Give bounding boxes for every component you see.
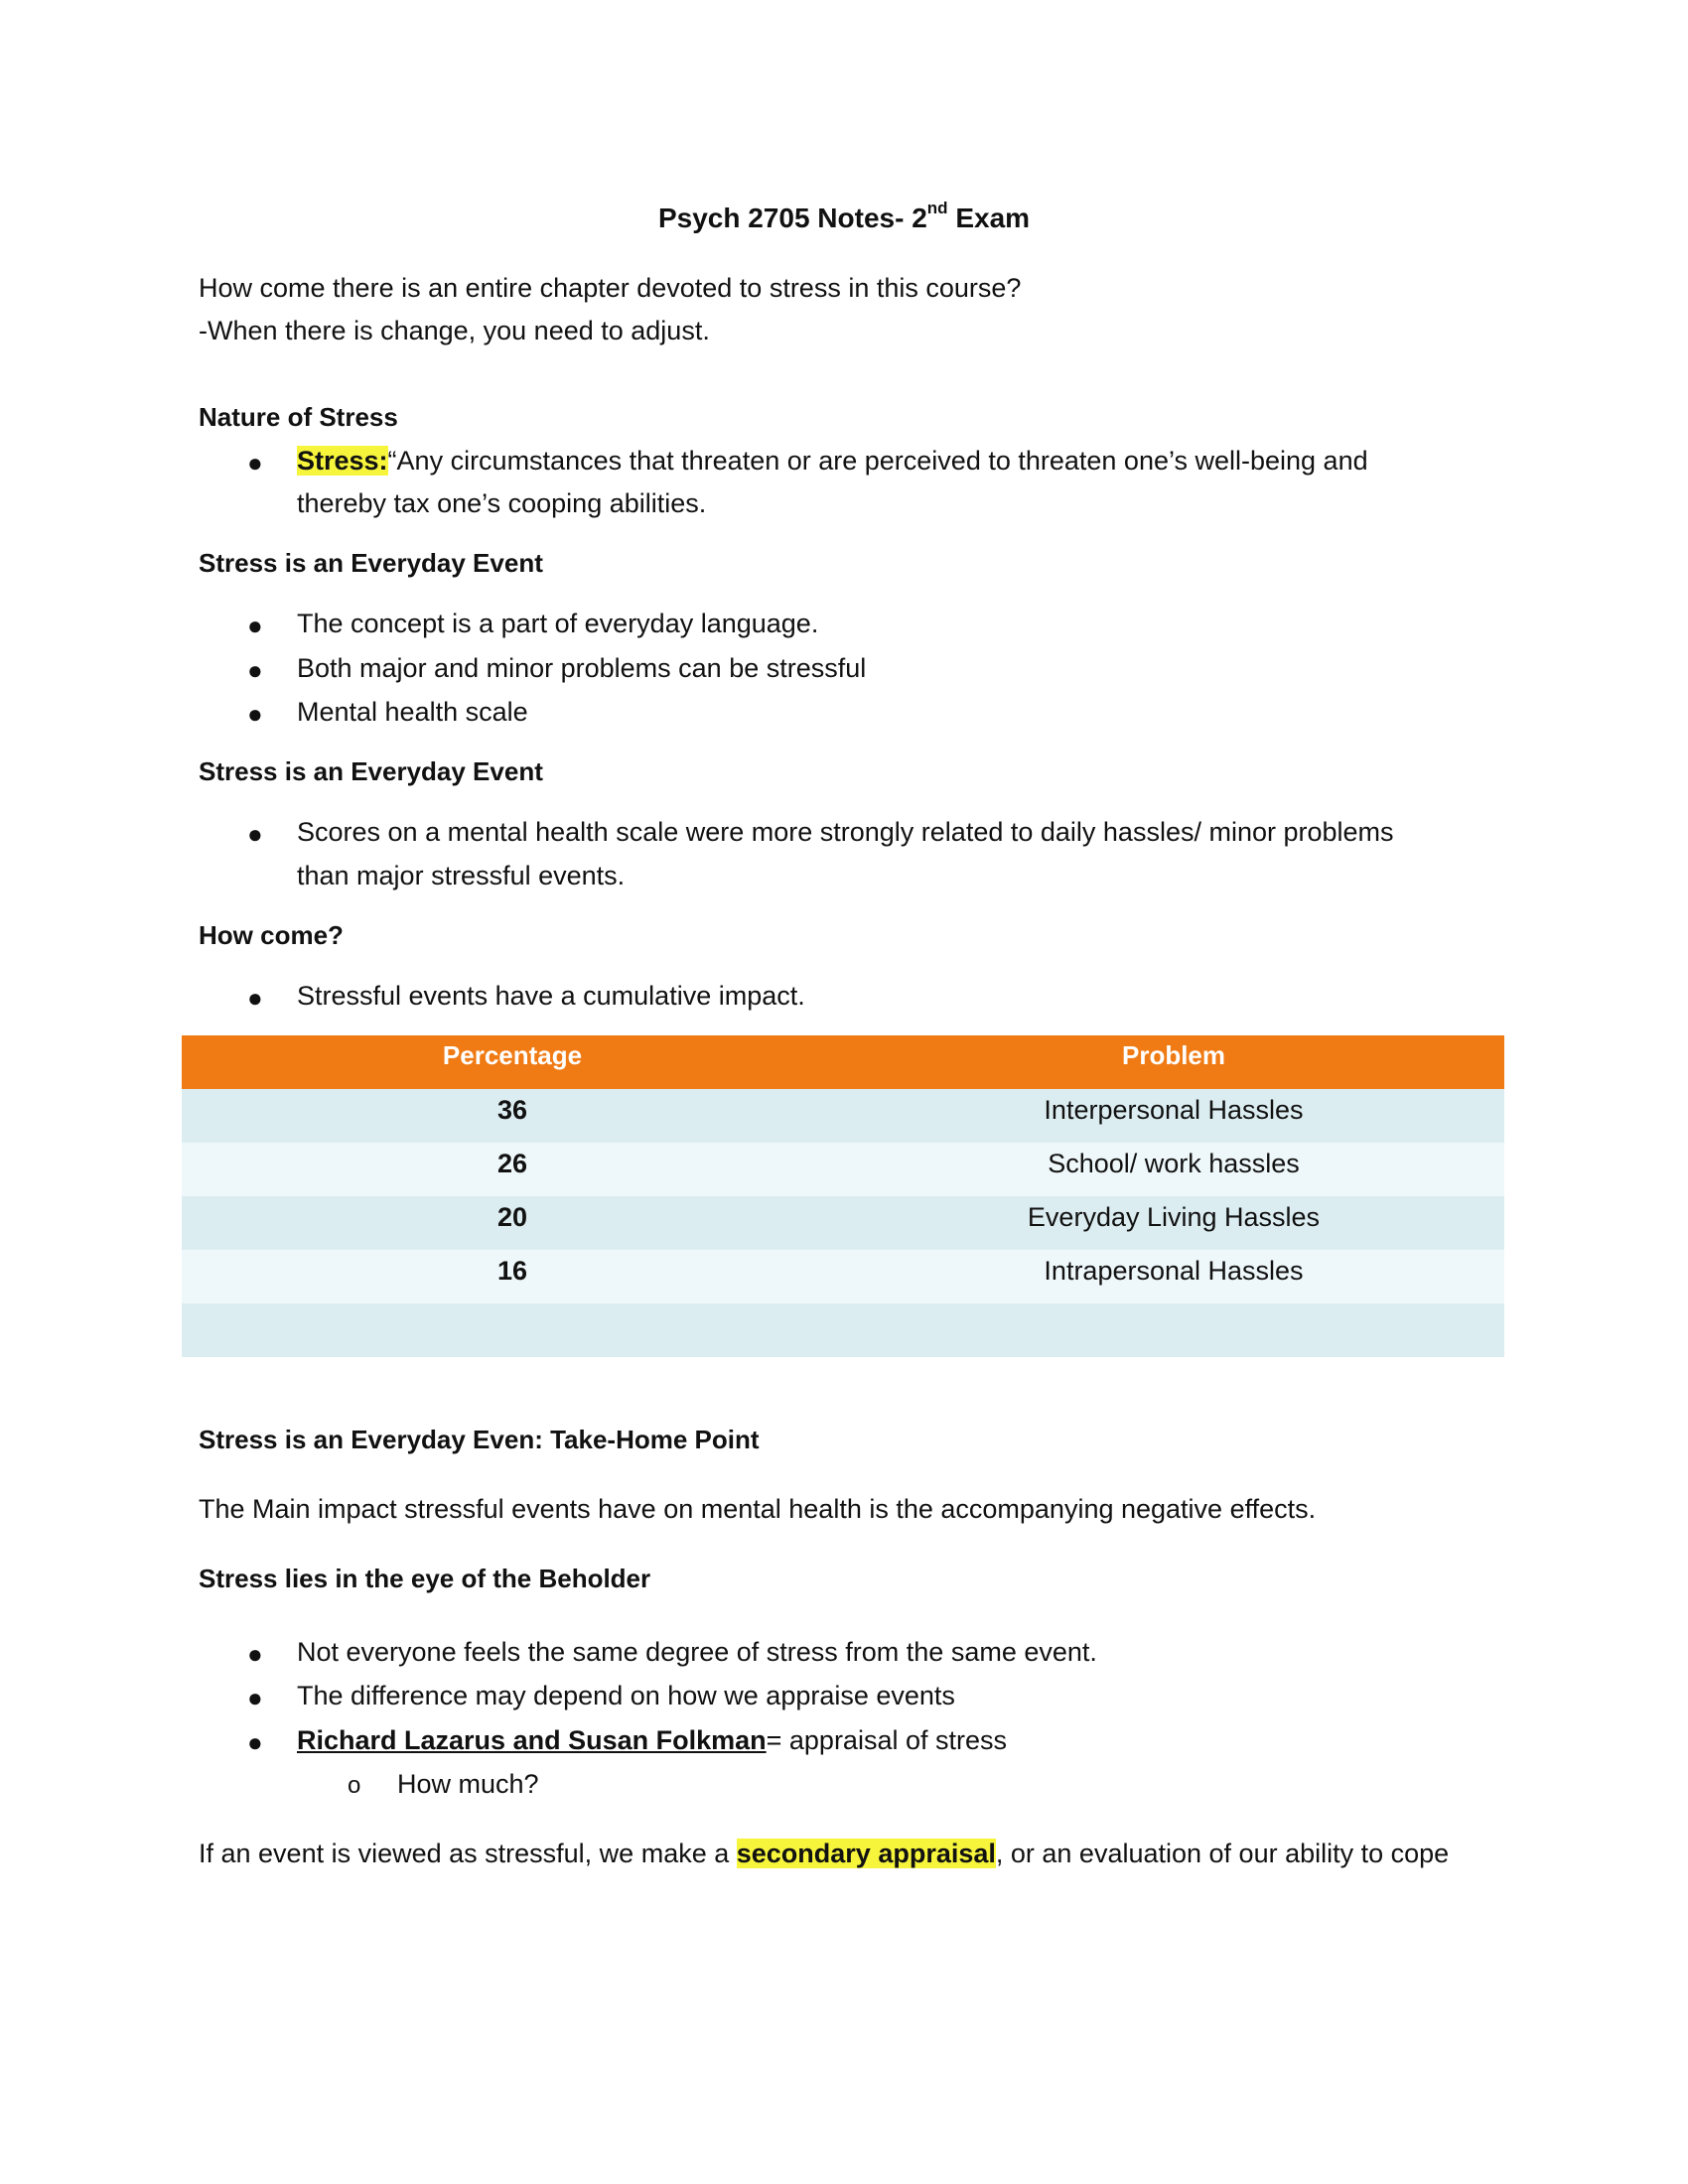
header-percentage: Percentage bbox=[442, 1040, 583, 1070]
secondary-appraisal-text: If an event is viewed as stressful, we make a secondary appraisal, or an evaluation of our ability to cope bbox=[199, 1839, 1450, 1868]
bullet-icon: ● bbox=[247, 611, 263, 640]
cell-problem: School/ work hassles bbox=[1048, 1149, 1300, 1178]
list-item: Richard Lazarus and Susan Folkman= appraisal of stress bbox=[297, 1725, 1007, 1755]
cell-problem bbox=[843, 1303, 1504, 1357]
heading-beholder: Stress lies in the eye of the Beholder bbox=[199, 1564, 651, 1593]
sub-list-item: How much? bbox=[397, 1769, 539, 1799]
bullet-icon: ● bbox=[247, 655, 263, 685]
bullet-icon: ● bbox=[247, 1727, 263, 1757]
table-row bbox=[182, 1143, 1504, 1196]
stress-definition-cont: thereby tax one’s cooping abilities. bbox=[297, 488, 707, 518]
table-row bbox=[182, 1196, 1504, 1250]
stress-definition: Stress:“Any circumstances that threaten or are perceived to threaten one’s well-being and bbox=[297, 446, 1368, 476]
hassles-table bbox=[182, 1035, 1504, 1357]
bullet-icon: ● bbox=[247, 448, 263, 478]
header-problem: Problem bbox=[1121, 1040, 1226, 1070]
cell-percentage: 16 bbox=[496, 1256, 528, 1286]
cell-percentage: 26 bbox=[496, 1149, 528, 1178]
page-title: Psych 2705 Notes- 2nd Exam bbox=[657, 199, 1031, 233]
table-header bbox=[182, 1035, 1504, 1089]
cell-problem: Intrapersonal Hassles bbox=[1044, 1256, 1304, 1286]
list-item: Mental health scale bbox=[297, 697, 528, 727]
bullet-icon: ● bbox=[247, 819, 263, 849]
bullet-icon: ● bbox=[247, 983, 263, 1013]
list-item-cont: than major stressful events. bbox=[297, 861, 626, 890]
cell-percentage bbox=[182, 1303, 843, 1357]
table-row bbox=[182, 1089, 1504, 1143]
bullet-icon: ● bbox=[247, 1639, 263, 1669]
list-item: Stressful events have a cumulative impact. bbox=[297, 981, 805, 1011]
intro-answer: -When there is change, you need to adjust. bbox=[199, 316, 710, 345]
heading-everyday-event-1: Stress is an Everyday Event bbox=[199, 548, 543, 578]
table-row bbox=[182, 1250, 1504, 1303]
list-item: The difference may depend on how we appraise events bbox=[297, 1681, 955, 1710]
bullet-icon: ● bbox=[247, 699, 263, 729]
cell-percentage: 20 bbox=[496, 1202, 528, 1232]
bullet-icon: ● bbox=[247, 1683, 263, 1712]
list-item: Both major and minor problems can be stressful bbox=[297, 653, 867, 683]
intro-question: How come there is an entire chapter devoted to stress in this course? bbox=[199, 273, 1022, 303]
heading-nature-of-stress: Nature of Stress bbox=[199, 402, 398, 432]
list-item: Scores on a mental health scale were more strongly related to daily hassles/ minor problems bbox=[297, 817, 1394, 847]
heading-everyday-event-2: Stress is an Everyday Event bbox=[199, 756, 543, 786]
cell-problem: Everyday Living Hassles bbox=[1027, 1202, 1321, 1232]
heading-take-home: Stress is an Everyday Even: Take-Home Point bbox=[199, 1425, 760, 1454]
table-row bbox=[182, 1303, 1504, 1357]
take-home-text: The Main impact stressful events have on mental health is the accompanying negative effects. bbox=[199, 1494, 1317, 1524]
list-item: Not everyone feels the same degree of stress from the same event. bbox=[297, 1637, 1097, 1667]
list-item: The concept is a part of everyday language. bbox=[297, 609, 819, 638]
hollow-bullet-icon: o bbox=[348, 1772, 361, 1799]
heading-how-come: How come? bbox=[199, 920, 344, 950]
cell-problem: Interpersonal Hassles bbox=[1044, 1095, 1304, 1125]
cell-percentage: 36 bbox=[496, 1095, 528, 1125]
